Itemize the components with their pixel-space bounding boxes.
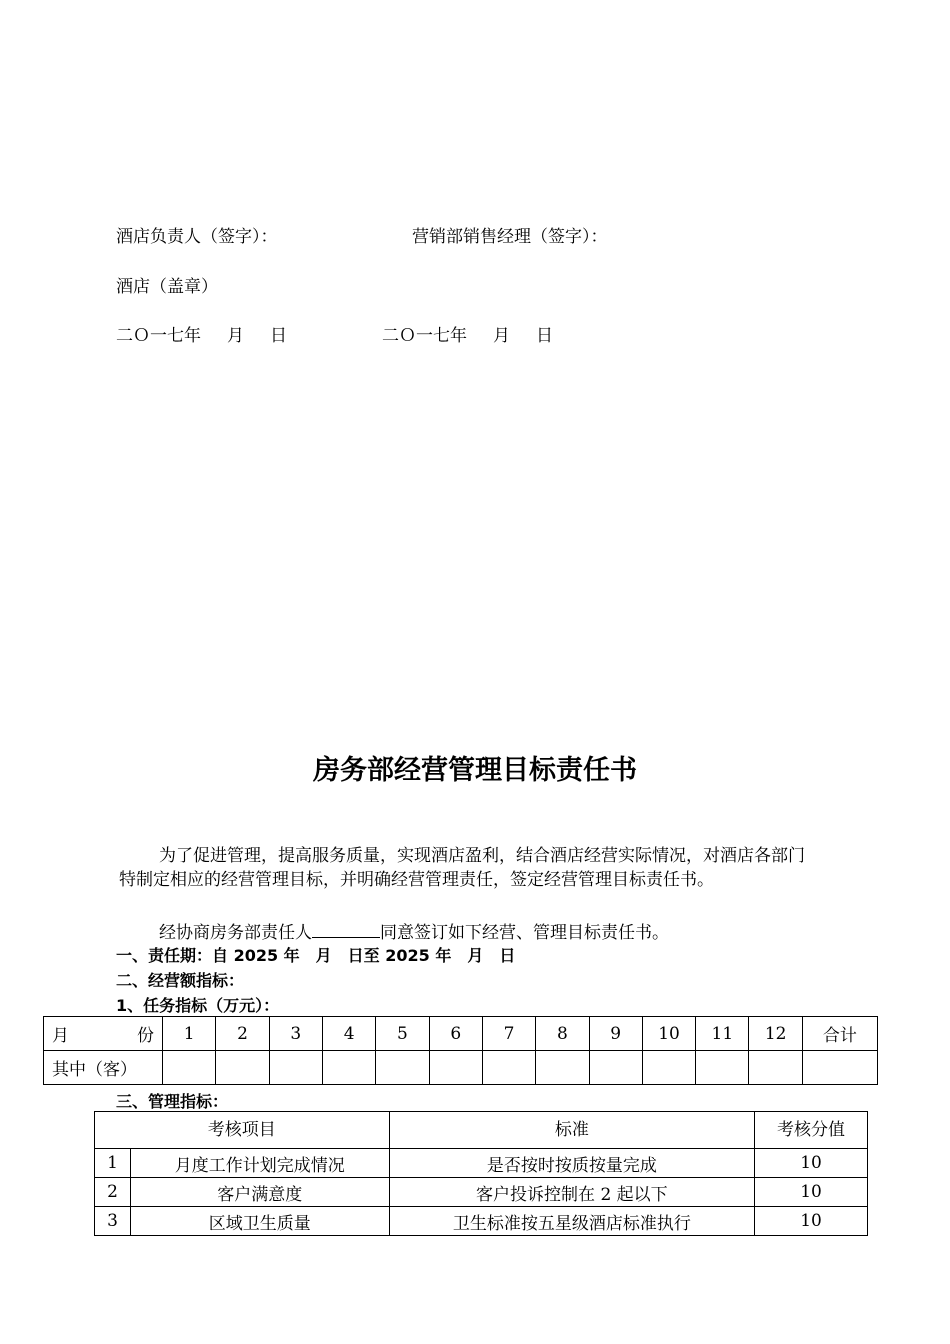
row-number: 1 xyxy=(95,1149,131,1178)
management-table xyxy=(94,1111,868,1236)
section-responsibility-period: 一、责任期：自 2025 年 月 日至 2025 年 月 日 xyxy=(116,946,516,965)
value-cell[interactable] xyxy=(216,1051,269,1085)
total-header-cell: 合计 xyxy=(802,1017,877,1051)
row-item: 月度工作计划完成情况 xyxy=(130,1149,389,1178)
value-cell[interactable] xyxy=(482,1051,535,1085)
month-cell: 5 xyxy=(376,1017,429,1051)
value-cell[interactable] xyxy=(163,1051,216,1085)
header-standard: 标准 xyxy=(389,1112,755,1149)
sales-date xyxy=(382,321,553,346)
row-item: 客户满意度 xyxy=(130,1178,389,1207)
total-value-cell[interactable] xyxy=(802,1051,877,1085)
row-standard: 客户投诉控制在 2 起以下 xyxy=(389,1178,755,1207)
hotel-signer-label: 酒店负责人（签字）： xyxy=(116,227,278,247)
row-number: 2 xyxy=(95,1178,131,1207)
month-cell: 9 xyxy=(589,1017,642,1051)
month-cell: 7 xyxy=(482,1017,535,1051)
month-cell: 10 xyxy=(642,1017,695,1051)
document-title: 房务部经营管理目标责任书 xyxy=(313,755,637,786)
agreement-line xyxy=(159,918,669,943)
row-number: 3 xyxy=(95,1207,131,1236)
value-cell[interactable] xyxy=(589,1051,642,1085)
row-score: 10 xyxy=(755,1178,868,1207)
date-day: 日 xyxy=(270,326,287,346)
section-revenue-target: 二、经营额指标： xyxy=(116,971,245,990)
agreement-after: 同意签订如下经营、管理目标责任书。 xyxy=(380,923,669,943)
month-cell: 6 xyxy=(429,1017,482,1051)
month-label-right: 份 xyxy=(137,1026,155,1046)
table-header-row xyxy=(95,1112,868,1149)
value-cell[interactable] xyxy=(429,1051,482,1085)
table-row xyxy=(44,1051,878,1085)
month-cell: 12 xyxy=(749,1017,802,1051)
value-cell[interactable] xyxy=(376,1051,429,1085)
intro-paragraph: 为了促进管理，提高服务质量，实现酒店盈利，结合酒店经营实际情况，对酒店各部门特制定相应的经营管理目标，并明确经营管理责任，签定经营管理目标责任书。 xyxy=(119,846,805,890)
month-cell: 11 xyxy=(696,1017,749,1051)
signature-blank[interactable] xyxy=(312,922,380,938)
section-task-target: 1、任务指标（万元）： xyxy=(116,996,280,1015)
month-header-cell xyxy=(44,1017,163,1051)
month-cell: 1 xyxy=(163,1017,216,1051)
value-cell[interactable] xyxy=(696,1051,749,1085)
row-score: 10 xyxy=(755,1149,868,1178)
month-cell: 4 xyxy=(322,1017,375,1051)
value-cell[interactable] xyxy=(322,1051,375,1085)
value-cell[interactable] xyxy=(749,1051,802,1085)
section-management-target: 三、管理指标： xyxy=(116,1092,229,1111)
date-month: 月 xyxy=(227,326,244,346)
row-item: 区域卫生质量 xyxy=(130,1207,389,1236)
table-row xyxy=(95,1149,868,1178)
month-cell: 8 xyxy=(536,1017,589,1051)
table-row xyxy=(95,1178,868,1207)
header-item: 考核项目 xyxy=(95,1112,390,1149)
row-standard: 是否按时按质按量完成 xyxy=(389,1149,755,1178)
row-standard: 卫生标准按五星级酒店标准执行 xyxy=(389,1207,755,1236)
date-month: 月 xyxy=(493,326,510,346)
row-score: 10 xyxy=(755,1207,868,1236)
date-year: 二Ｏ一七年 xyxy=(382,326,467,346)
month-cell: 2 xyxy=(216,1017,269,1051)
month-cell: 3 xyxy=(269,1017,322,1051)
date-day: 日 xyxy=(536,326,553,346)
sales-signer-label: 营销部销售经理（签字）： xyxy=(412,227,608,247)
hotel-seal-label: 酒店（盖章） xyxy=(116,277,218,297)
hotel-date xyxy=(116,321,287,346)
month-label-left: 月 xyxy=(52,1026,69,1046)
table-row xyxy=(95,1207,868,1236)
value-cell[interactable] xyxy=(642,1051,695,1085)
date-year: 二Ｏ一七年 xyxy=(116,326,201,346)
value-cell[interactable] xyxy=(536,1051,589,1085)
guest-row-label: 其中（客） xyxy=(44,1051,163,1085)
agreement-before: 经协商房务部责任人 xyxy=(159,923,312,943)
header-score: 考核分值 xyxy=(755,1112,868,1149)
task-table xyxy=(43,1016,878,1085)
table-row xyxy=(44,1017,878,1051)
value-cell[interactable] xyxy=(269,1051,322,1085)
